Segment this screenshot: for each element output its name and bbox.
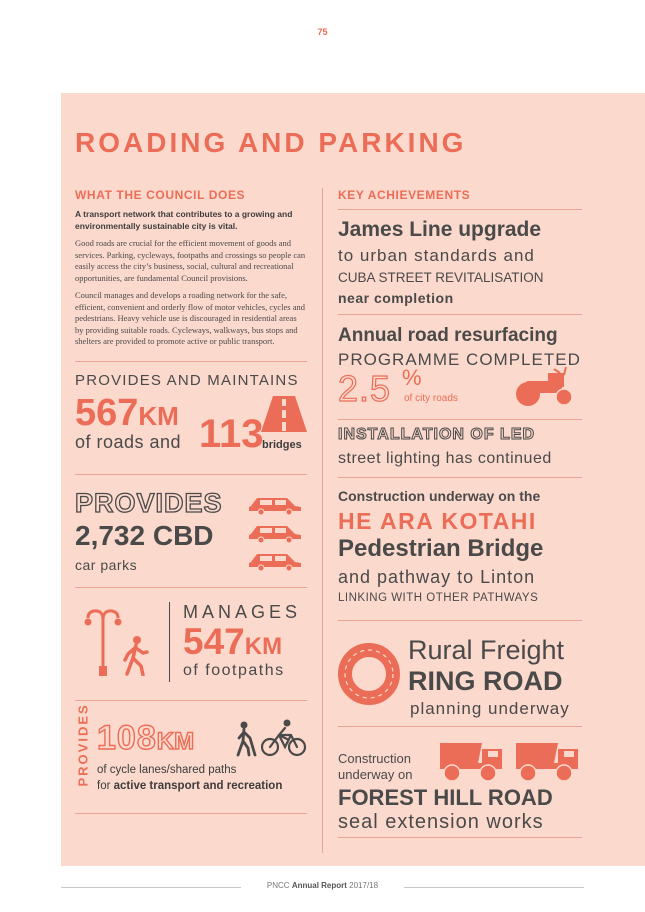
ring-line1: Rural Freight <box>408 635 565 665</box>
cycle-unit: KM <box>156 727 195 755</box>
footpaths-text: of footpaths <box>183 661 285 679</box>
forest-line4: seal extension works <box>338 811 544 833</box>
paragraph-2: Council manages and develops a roading network for the safe, efficient, convenient and orderly flow of motor vehicles, cycles and pedestrians. Heavy vehicle use is discouraged in residential areas by providing suitable roads. Cycleways, walkways, bus stops and shelters are provided to promote active or public transport. <box>75 290 305 346</box>
what-council-does-heading: WHAT THE COUNCIL DOES <box>75 188 246 202</box>
cycle-line2: for active transport and recreation <box>97 779 283 792</box>
car-icon <box>247 523 303 543</box>
resurf-pct-sign: % <box>402 365 422 390</box>
forest-line2: underway on <box>338 767 413 782</box>
road-roller-icon <box>514 367 578 407</box>
cycle-value: 108 <box>97 718 157 757</box>
bridge-block <box>338 478 582 620</box>
page-number: 75 <box>317 27 328 37</box>
parks-text: car parks <box>75 556 138 573</box>
forest-hill-block <box>338 727 582 837</box>
street-lamp-icon <box>83 606 123 676</box>
column-divider <box>322 188 323 853</box>
divider <box>338 837 582 838</box>
footer-year: 2017/18 <box>349 881 379 890</box>
led-line2: street lighting has continued <box>338 450 552 467</box>
parks-label: PROVIDES <box>75 487 223 518</box>
roads-label: PROVIDES AND MAINTAINS <box>75 371 299 389</box>
resurf-pct <box>338 367 391 419</box>
james-line2: to urban standards and <box>338 246 535 265</box>
cycle-side-label: PROVIDES <box>75 702 91 786</box>
cycle-km <box>97 719 194 758</box>
roads-km-value: 567 <box>75 391 139 434</box>
footer-org: PNCC <box>266 881 290 890</box>
roads-line <box>75 432 181 453</box>
cyclist-icon <box>261 719 307 757</box>
dump-truck-icon <box>438 739 506 783</box>
roads-text: of roads and <box>75 431 182 452</box>
forest-line3: FOREST HILL ROAD <box>338 785 553 810</box>
forest-line1: Construction <box>338 751 411 766</box>
car-parks-block <box>75 475 307 587</box>
cycle-line1: of cycle lanes/shared paths <box>97 763 237 776</box>
cycle-block <box>75 701 307 813</box>
bridge-line2: HE ARA KOTAHI <box>338 508 537 534</box>
ring-line3: planning underway <box>410 699 570 718</box>
resurf-pct-text: of city roads <box>404 393 458 404</box>
roads-stat-block <box>75 362 307 474</box>
bridges-text: bridges <box>262 438 302 451</box>
bridge-line1: Construction underway on the <box>338 488 541 504</box>
bridge-line5: LINKING WITH OTHER PATHWAYS <box>338 592 539 604</box>
resurf-title: Annual road resurfacing <box>338 325 558 346</box>
bridges-value: 113 <box>199 411 264 456</box>
resurfacing-block <box>338 315 582 419</box>
ring-road-icon <box>338 643 400 705</box>
ring-line2: RING ROAD <box>408 666 563 696</box>
james-line-block <box>338 210 582 314</box>
bridge-line3: Pedestrian Bridge <box>338 535 544 562</box>
dump-truck-icon <box>514 739 582 783</box>
footpaths-value: 547 <box>183 620 245 662</box>
footer <box>0 881 645 890</box>
right-column <box>338 188 582 838</box>
resurf-pct-value: 2.5 <box>338 368 392 409</box>
walking-person-icon <box>121 636 151 676</box>
cycle-line2-bold: active transport and recreation <box>113 779 283 792</box>
james-line3: CUBA STREET REVITALISATION <box>338 270 544 285</box>
james-title: James Line upgrade <box>338 218 542 241</box>
car-icon <box>247 495 303 515</box>
road-icon <box>261 396 307 432</box>
bridge-line4: and pathway to Linton <box>338 567 536 587</box>
car-icon <box>247 551 303 571</box>
ring-road-block <box>338 621 582 726</box>
parks-value: 2,732 CBD <box>75 519 214 551</box>
footpaths-block <box>75 588 307 700</box>
footer-report: Annual Report <box>291 881 347 890</box>
james-line4: near completion <box>338 290 454 306</box>
content-panel <box>61 93 645 866</box>
led-block <box>338 420 582 477</box>
walking-person-icon <box>235 721 257 757</box>
led-title: INSTALLATION OF LED <box>338 426 536 443</box>
paragraph-1: Good roads are crucial for the efficient movement of goods and services. Parking, cycleways, footpaths and crossings so people can easily access the city’s business, social, cultural and recreational opportunities, are fundamental Council provisions. <box>75 238 306 283</box>
resurf-line2: PROGRAMME COMPLETED <box>338 350 581 369</box>
left-column <box>75 188 307 814</box>
divider <box>75 813 307 814</box>
divider-vertical <box>169 602 170 682</box>
intro-text: A transport network that contributes to a growing and environmentally sustainable city is vital. <box>75 209 293 231</box>
footpaths-unit: KM <box>244 632 283 660</box>
key-achievements-heading: KEY ACHIEVEMENTS <box>338 188 471 202</box>
footpaths-label: MANAGES <box>183 601 302 622</box>
roads-km-unit: KM <box>138 400 179 431</box>
page-title: ROADING AND PARKING <box>75 127 467 158</box>
